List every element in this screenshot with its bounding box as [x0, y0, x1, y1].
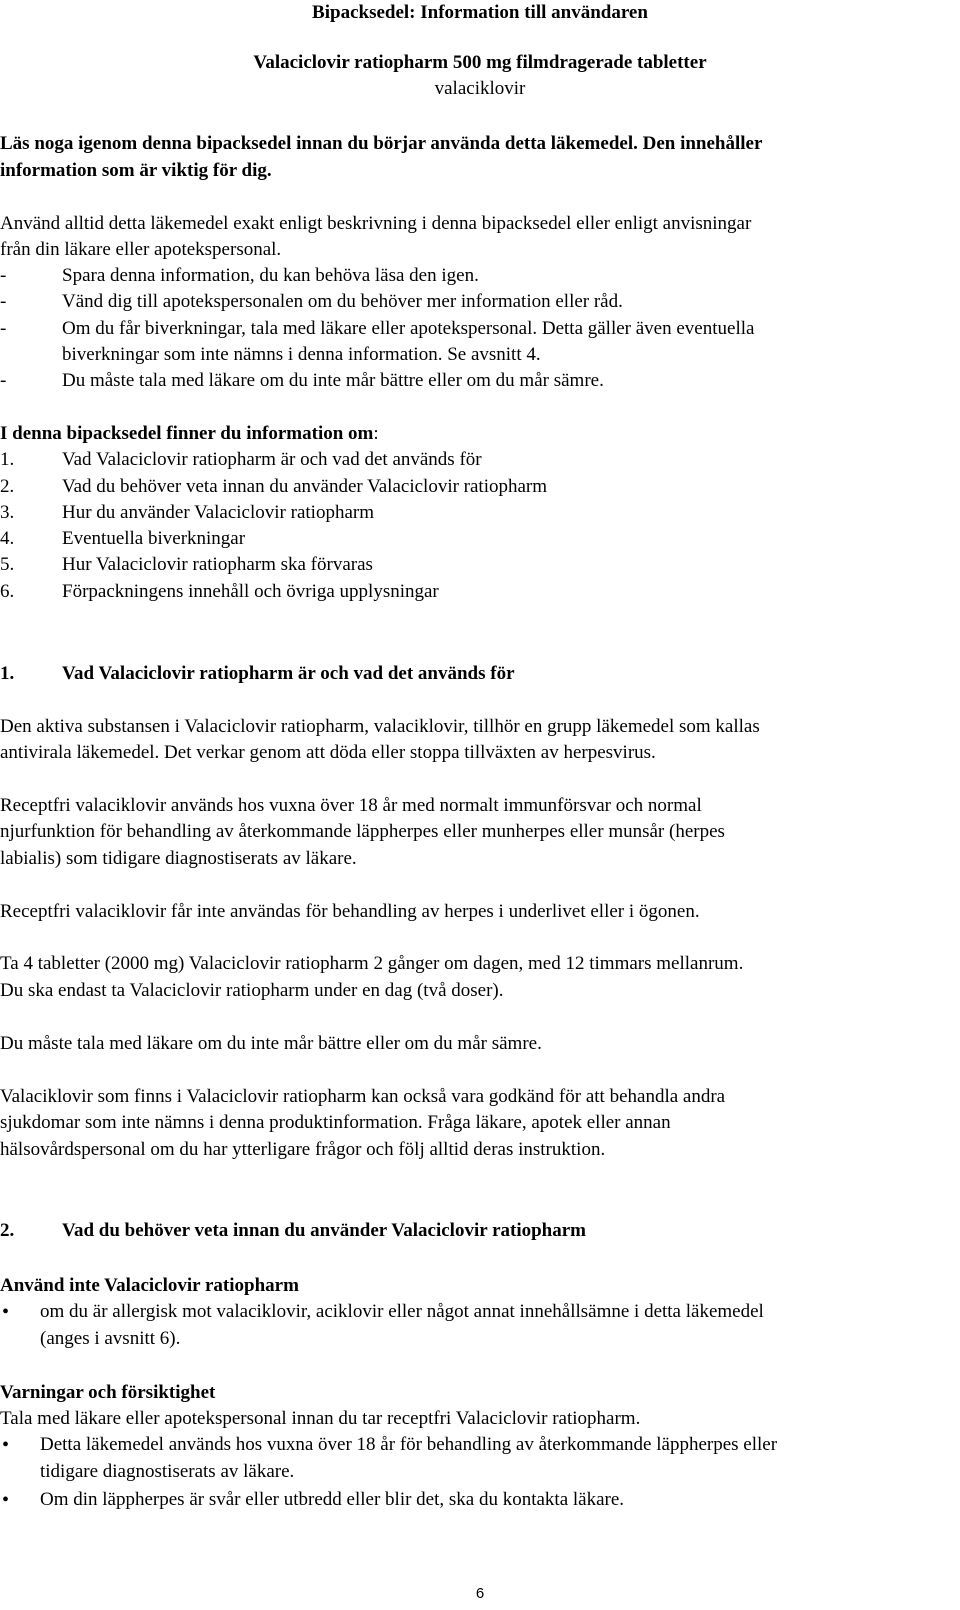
leaflet-page: Bipacksedel: Information till användaren Valaciclovir ratiopharm 500 mg filmdragerade tabletter valaciklovir Läs noga igenom denna bipacksedel innan du börjar använda detta läkemedel. Den innehåller information som är viktig för dig. Använd alltid detta läkemedel exakt enligt beskrivning i denna bipacksedel eller enligt anvisningar från din läkare eller apotekspersonal. - Spara denna information, du kan behöva läsa den igen. - Vänd dig till apotekspersonalen om du behöver mer information eller råd. - Om du får biverkningar, tala med läkare eller apotekspersonal. Detta gäller även eventuella biverkningar som inte nämns i denna information. Se avsnitt 4. - Du måste tala med läkare om du inte mår bättre eller om du mår sämre. I denna bipacksedel finner du information om: 1. Vad Valaciclovir ratiopharm är och vad det används för 2. Vad du behöver veta innan du använder Valaciclovir ratiopharm 3. Hur du använder Valaciclovir ratiopharm 4. Eventuella biverkningar 5. Hur Valaciclovir ratiopharm ska förvaras 6. Förpackningens innehåll och övriga upplysningar 1. Vad Valaciclovir ratiopharm är och vad det används för Den aktiva substansen i Valaciclovir ratiopharm, valaciklovir, tillhör en grupp läkemedel som kallas antivirala läkemedel. Det verkar genom att döda eller stoppa tillväxten av herpesvirus. Receptfri valaciklovir används hos vuxna över 18 år med normalt immunförsvar och normal njurfunktion för behandling av återkommande läppherpes eller munherpes eller munsår (herpes labialis) som tidigare diagnostiserats av läkare. Receptfri valaciklovir får inte användas för behandling av herpes i underlivet eller i ögonen. Ta 4 tabletter (2000 mg) Valaciclovir ratiopharm 2 gånger om dagen, med 12 timmars mellanrum. Du ska endast ta Valaciclovir ratiopharm under en dag (två doser). Du måste tala med läkare om du inte mår bättre eller om du mår sämre. Valaciklovir som finns i Valaciclovir ratiopharm kan också vara godkänd för att behandla andra sjukdomar som inte nämns i denna produktinformation. Fråga läkare, apotek eller annan hälsovårdspersonal om du har ytterligare frågor och följ alltid deras instruktion. 2. Vad du behöver veta innan du använder Valaciclovir ratiopharm Använd inte Valaciclovir ratiopharm • om du är allergisk mot valaciklovir, aciklovir eller något annat innehållsämne i detta läkemedel (anges i avsnitt 6). Varningar och försiktighet Tala med läkare eller apotekspersonal innan du tar receptfri Valaciclovir ratiopharm. • Detta läkemedel används hos vuxna över 18 år för behandling av återkommande läppherpes eller tidigare diagnostiserats av läkare. • Om din läppherpes är svår eller utbredd eller blir det, ska du kontakta läkare. 6 [0, 0, 960, 1610]
document-title: Bipacksedel: Information till användaren [312, 2, 648, 23]
warnings-text: Tala med läkare eller apotekspersonal innan du tar receptfri Valaciclovir ratiopharm. [0, 1408, 641, 1429]
section-1-paragraph-line: Den aktiva substansen i Valaciclovir ratiopharm, valaciklovir, tillhör en grupp läkemedel som kallas [0, 716, 760, 737]
section-1-paragraph-line: Valaciklovir som finns i Valaciclovir ratiopharm kan också vara godkänd för att behandla andra [0, 1086, 726, 1107]
intro-bold-line-1: Läs noga igenom denna bipacksedel innan du börjar använda detta läkemedel. Den innehåller [0, 133, 763, 154]
intro-bold-line-2: information som är viktig för dig. [0, 160, 272, 181]
section-2-subheading-warnings: Varningar och försiktighet [0, 1382, 216, 1403]
page-number: 6 [475, 1585, 485, 1602]
section-1-paragraph-line: antivirala läkemedel. Det verkar genom att döda eller stoppa tillväxten av herpesvirus. [0, 742, 656, 763]
section-1-paragraph-line: sjukdomar som inte nämns i denna produktinformation. Fråga läkare, apotek eller annan [0, 1112, 671, 1133]
intro-paragraph-line-1: Använd alltid detta läkemedel exakt enligt beskrivning i denna bipacksedel eller enligt anvisningar [0, 213, 752, 234]
section-1-paragraph-line: Du måste tala med läkare om du inte mår bättre eller om du mår sämre. [0, 1033, 542, 1054]
section-2-subheading-contraindications: Använd inte Valaciclovir ratiopharm [0, 1275, 299, 1296]
bullet-icon: • [2, 1434, 10, 1456]
substance-name: valaciklovir [434, 78, 526, 99]
section-1-paragraph-line: Ta 4 tabletter (2000 mg) Valaciclovir ratiopharm 2 gånger om dagen, med 12 timmars mellanrum. [0, 953, 744, 974]
product-name: Valaciclovir ratiopharm 500 mg filmdragerade tabletter [253, 52, 707, 73]
section-1-paragraph-line: njurfunktion för behandling av återkommande läppherpes eller munherpes eller munsår (herpes [0, 821, 725, 842]
dash-marker: - [0, 370, 7, 391]
bullet-icon: • [2, 1301, 10, 1323]
dash-marker: - [0, 265, 7, 286]
section-1-paragraph-line: Receptfri valaciklovir får inte användas för behandling av herpes i underlivet eller i ögonen. [0, 901, 700, 922]
dash-marker: - [0, 318, 7, 339]
section-1-paragraph-line: Du ska endast ta Valaciclovir ratiopharm under en dag (två doser). [0, 980, 504, 1001]
dash-marker: - [0, 291, 7, 312]
section-1-paragraph-line: hälsovårdspersonal om du har ytterligare frågor och följ alltid deras instruktion. [0, 1139, 606, 1160]
section-1-paragraph-line: Receptfri valaciklovir används hos vuxna över 18 år med normalt immunförsvar och normal [0, 795, 702, 816]
toc-heading: I denna bipacksedel finner du information om: [0, 423, 379, 444]
bullet-icon: • [2, 1489, 10, 1511]
intro-paragraph-line-2: från din läkare eller apotekspersonal. [0, 239, 282, 260]
section-1-paragraph-line: labialis) som tidigare diagnostiserats av läkare. [0, 848, 357, 869]
